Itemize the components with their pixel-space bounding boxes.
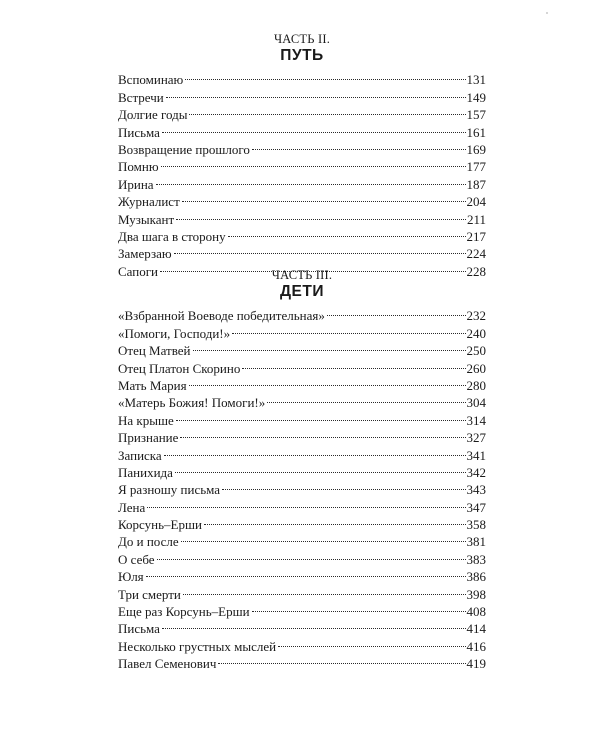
entry-page-number: 211 (466, 211, 486, 227)
entry-page-number: 342 (466, 464, 486, 480)
entry-title: Помню (118, 159, 159, 175)
entry-title: Панихида (118, 464, 173, 480)
entry-title: Письма (118, 124, 160, 140)
entry-page-number: 416 (466, 638, 486, 654)
entry-title: Лена (118, 499, 146, 515)
toc-entry[interactable] (118, 460, 486, 480)
dot-leader (146, 494, 465, 511)
entry-page-number: 343 (466, 482, 486, 498)
entry-title: Возвращение прошлого (118, 141, 250, 157)
entry-title: Юля (118, 569, 144, 585)
page-speck (546, 12, 548, 14)
entry-title: До и после (118, 534, 179, 550)
entry-title: Три смерти (118, 586, 181, 602)
entry-page-number: 224 (466, 246, 486, 262)
toc-entry[interactable] (118, 102, 486, 123)
entry-title: Признание (118, 430, 179, 446)
entry-title: Ирина (118, 176, 154, 192)
entry-page-number: 341 (466, 447, 486, 463)
entry-page-number: 169 (466, 141, 486, 157)
entry-title: Отец Матвей (118, 343, 191, 359)
entry-page-number: 232 (466, 308, 486, 324)
entry-title: Два шага в сторону (118, 228, 226, 244)
entry-title: Долгие годы (118, 107, 188, 123)
dot-leader (174, 460, 466, 477)
entry-page-number: 358 (466, 517, 486, 533)
entry-page-number: 157 (466, 107, 486, 123)
dot-leader (161, 616, 466, 633)
part-title: ПУТЬ (280, 47, 324, 64)
entry-page-number: 187 (466, 176, 486, 192)
toc-entry[interactable] (118, 171, 486, 192)
toc-entry[interactable] (118, 512, 486, 533)
toc-entries (118, 67, 486, 279)
toc-entry[interactable] (118, 84, 486, 105)
dot-leader (188, 102, 465, 119)
toc-entry[interactable] (118, 119, 486, 140)
part-label: ЧАСТЬ III. (271, 268, 333, 282)
entry-title: Отец Платон Скорино (118, 360, 241, 376)
entry-title: Письма (118, 621, 160, 637)
dot-leader (145, 564, 466, 581)
toc-entry[interactable] (118, 442, 486, 463)
dot-leader (231, 320, 465, 337)
entry-page-number: 260 (466, 360, 486, 376)
entry-page-number: 327 (466, 430, 486, 446)
entry-page-number: 304 (466, 395, 486, 411)
entry-title: Мать Мария (118, 377, 187, 393)
entry-page-number: 240 (466, 325, 486, 341)
dot-leader (173, 241, 466, 258)
entry-page-number: 228 (466, 263, 486, 279)
dot-leader (241, 355, 465, 372)
entry-title: Замерзаю (118, 246, 172, 262)
toc-entry[interactable] (118, 494, 486, 515)
toc-part-3 (118, 268, 486, 672)
entry-title: О себе (118, 551, 155, 567)
entry-title: «Матерь Божия! Помоги!» (118, 395, 266, 411)
entry-title: Несколько грустных мыслей (118, 638, 277, 654)
dot-leader (160, 154, 466, 171)
dot-leader (156, 546, 466, 563)
entry-title: «Взбранной Воеводе победительная» (118, 308, 325, 324)
entry-page-number: 408 (466, 604, 486, 620)
entry-page-number: 386 (466, 569, 486, 585)
part-label: ЧАСТЬ II. (273, 32, 331, 46)
entry-page-number: 381 (466, 534, 486, 550)
entry-page-number: 398 (466, 586, 486, 602)
dot-leader (326, 303, 466, 320)
toc-entry[interactable] (118, 477, 486, 498)
entry-page-number: 280 (466, 377, 486, 393)
toc-entry[interactable] (118, 616, 486, 637)
entry-title: Павел Семенович (118, 656, 217, 672)
dot-leader (155, 171, 466, 188)
entry-title: «Помоги, Господи!» (118, 325, 231, 341)
entry-title: Записка (118, 447, 162, 463)
entry-title: Вспоминаю (118, 72, 184, 88)
entry-title: На крыше (118, 412, 174, 428)
dot-leader (251, 599, 466, 616)
entry-title: Я разношу письма (118, 482, 221, 498)
dot-leader (227, 224, 466, 241)
toc-entry[interactable] (118, 581, 486, 602)
dot-leader (163, 442, 466, 459)
dot-leader (180, 529, 466, 546)
dot-leader (192, 338, 466, 355)
entry-page-number: 314 (466, 412, 486, 428)
entry-page-number: 149 (466, 89, 486, 105)
toc-entry[interactable] (118, 137, 486, 157)
dot-leader (165, 84, 466, 101)
entry-title: Журналист (118, 194, 180, 210)
entry-page-number: 414 (466, 621, 486, 637)
entry-title: Корсунь–Ерши (118, 517, 202, 533)
toc-entry[interactable] (118, 546, 486, 567)
dot-leader (161, 119, 466, 136)
dot-leader (188, 373, 466, 390)
toc-entry[interactable] (118, 189, 486, 210)
toc-entry[interactable] (118, 303, 486, 324)
dot-leader (203, 512, 466, 529)
entry-page-number: 217 (466, 228, 486, 244)
dot-leader (179, 425, 465, 442)
entry-page-number: 347 (466, 499, 486, 515)
entry-title: Встречи (118, 89, 164, 105)
dot-leader (182, 581, 466, 598)
entry-page-number: 177 (466, 159, 486, 175)
toc-entry[interactable] (118, 67, 486, 88)
entry-page-number: 204 (466, 194, 486, 210)
toc-entry[interactable] (118, 564, 486, 585)
dot-leader (175, 206, 466, 223)
toc-part-2 (118, 32, 486, 279)
entry-title: Сапоги (118, 263, 159, 279)
entry-page-number: 383 (466, 551, 486, 567)
entry-page-number: 419 (466, 656, 486, 672)
dot-leader (175, 407, 466, 424)
entry-page-number: 161 (466, 124, 486, 140)
entry-page-number: 250 (466, 343, 486, 359)
entry-title: Еще раз Корсунь–Ерши (118, 604, 250, 620)
dot-leader (251, 137, 466, 154)
entry-title: Музыкант (118, 211, 175, 227)
dot-leader (277, 633, 465, 650)
toc-entry[interactable] (118, 241, 486, 262)
toc-entry[interactable] (118, 154, 486, 175)
toc-entries (118, 303, 486, 672)
part-title: ДЕТИ (280, 283, 324, 300)
entry-page-number: 131 (466, 72, 486, 88)
toc-entry[interactable] (118, 633, 486, 654)
dot-leader (184, 67, 465, 84)
dot-leader (221, 477, 465, 494)
dot-leader (181, 189, 466, 206)
dot-leader (217, 651, 465, 668)
dot-leader (266, 390, 465, 407)
